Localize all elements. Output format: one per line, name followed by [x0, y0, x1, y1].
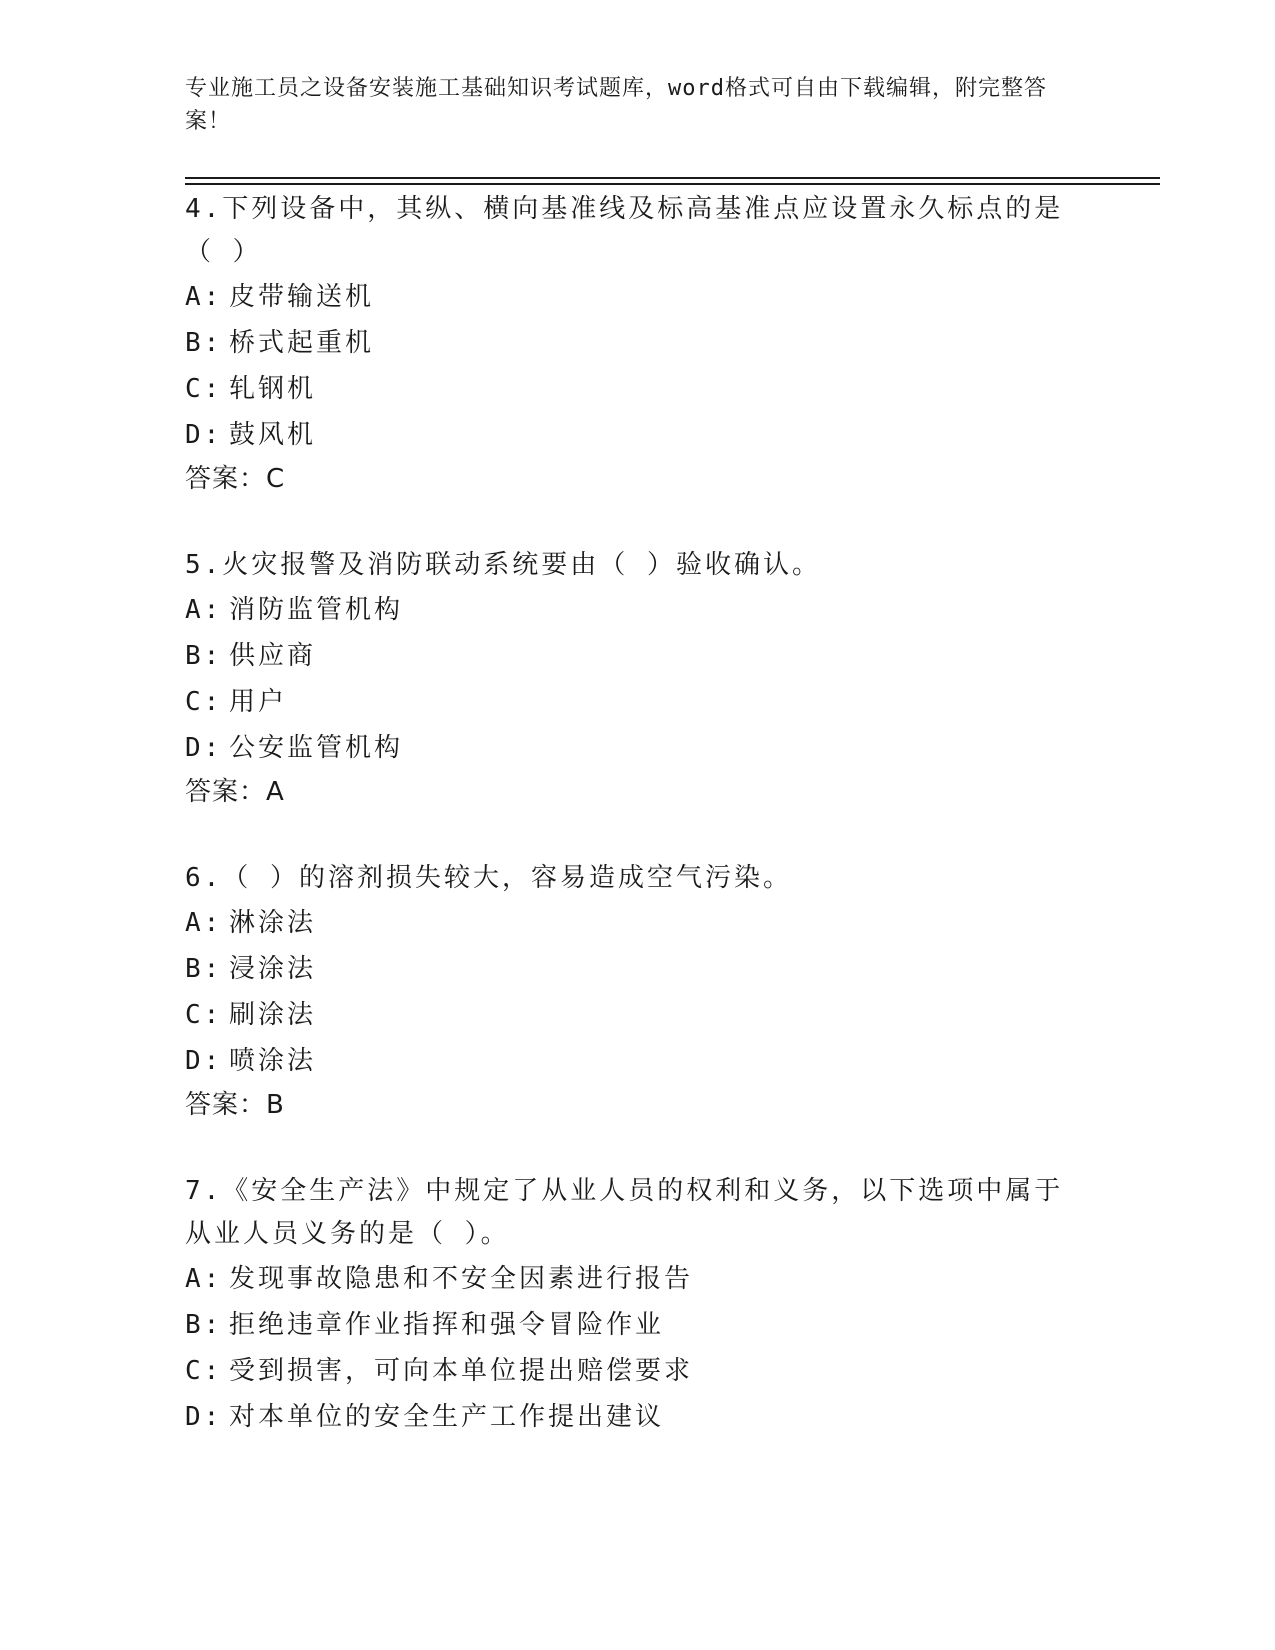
- option-text: 受到损害，可向本单位提出赔偿要求: [229, 1356, 694, 1386]
- question-option: [185, 320, 1075, 366]
- question-answer: 答案：B: [185, 1090, 285, 1120]
- question-option: [185, 1038, 1075, 1084]
- question-option: [185, 679, 1075, 725]
- option-text: 刷涂法: [229, 1000, 317, 1030]
- option-key: C:: [185, 687, 223, 717]
- option-key: D:: [185, 1046, 223, 1076]
- question-option: [185, 412, 1075, 458]
- question-option: [185, 1348, 1075, 1394]
- question-option: [185, 1302, 1075, 1348]
- question-item: [185, 1170, 1075, 1440]
- header-divider-bottom: [185, 183, 1160, 185]
- option-text: 发现事故隐患和不安全因素进行报告: [229, 1264, 694, 1294]
- option-key: D:: [185, 1402, 223, 1432]
- option-key: A:: [185, 595, 223, 625]
- option-text: 轧钢机: [229, 374, 317, 404]
- question-option: [185, 274, 1075, 320]
- option-text: 浸涂法: [229, 954, 317, 984]
- question-option: [185, 992, 1075, 1038]
- option-text: 鼓风机: [229, 420, 317, 450]
- question-option: [185, 900, 1075, 946]
- question-stem: 7.《安全生产法》中规定了从业人员的权利和义务，以下选项中属于从业人员义务的是（ ）。: [185, 1176, 1064, 1249]
- option-key: C:: [185, 1356, 223, 1386]
- option-key: B:: [185, 954, 223, 984]
- option-key: B:: [185, 328, 223, 358]
- question-item: [185, 857, 1075, 1126]
- option-key: A:: [185, 908, 223, 938]
- question-stem: 6.（ ）的溶剂损失较大，容易造成空气污染。: [185, 863, 792, 893]
- option-key: A:: [185, 1264, 223, 1294]
- option-key: A:: [185, 282, 223, 312]
- question-item: [185, 544, 1075, 813]
- option-text: 皮带输送机: [229, 282, 375, 312]
- option-key: C:: [185, 374, 223, 404]
- option-key: D:: [185, 733, 223, 763]
- header-divider-top: [185, 177, 1160, 179]
- option-text: 用户: [229, 687, 288, 717]
- document-title: 专业施工员之设备安装施工基础知识考试题库，word格式可自由下载编辑，附完整答案！: [185, 76, 1047, 134]
- question-option: [185, 725, 1075, 771]
- question-item: [185, 188, 1075, 500]
- option-key: C:: [185, 1000, 223, 1030]
- option-text: 公安监管机构: [229, 733, 404, 763]
- question-answer: 答案：C: [185, 464, 286, 494]
- option-text: 喷涂法: [229, 1046, 317, 1076]
- option-text: 对本单位的安全生产工作提出建议: [229, 1402, 665, 1432]
- option-key: D:: [185, 420, 223, 450]
- question-option: [185, 633, 1075, 679]
- question-stem: 5.火灾报警及消防联动系统要由（ ）验收确认。: [185, 550, 821, 580]
- question-answer: 答案：A: [185, 777, 285, 807]
- question-option: [185, 1394, 1075, 1440]
- question-list: [185, 188, 1075, 1484]
- question-stem: 4.下列设备中，其纵、横向基准线及标高基准点应设置永久标点的是（ ）: [185, 194, 1064, 267]
- question-option: [185, 1256, 1075, 1302]
- option-text: 供应商: [229, 641, 317, 671]
- option-text: 桥式起重机: [229, 328, 375, 358]
- question-option: [185, 946, 1075, 992]
- option-text: 拒绝违章作业指挥和强令冒险作业: [229, 1310, 665, 1340]
- option-key: B:: [185, 1310, 223, 1340]
- question-option: [185, 587, 1075, 633]
- question-option: [185, 366, 1075, 412]
- option-key: B:: [185, 641, 223, 671]
- option-text: 淋涂法: [229, 908, 317, 938]
- option-text: 消防监管机构: [229, 595, 404, 625]
